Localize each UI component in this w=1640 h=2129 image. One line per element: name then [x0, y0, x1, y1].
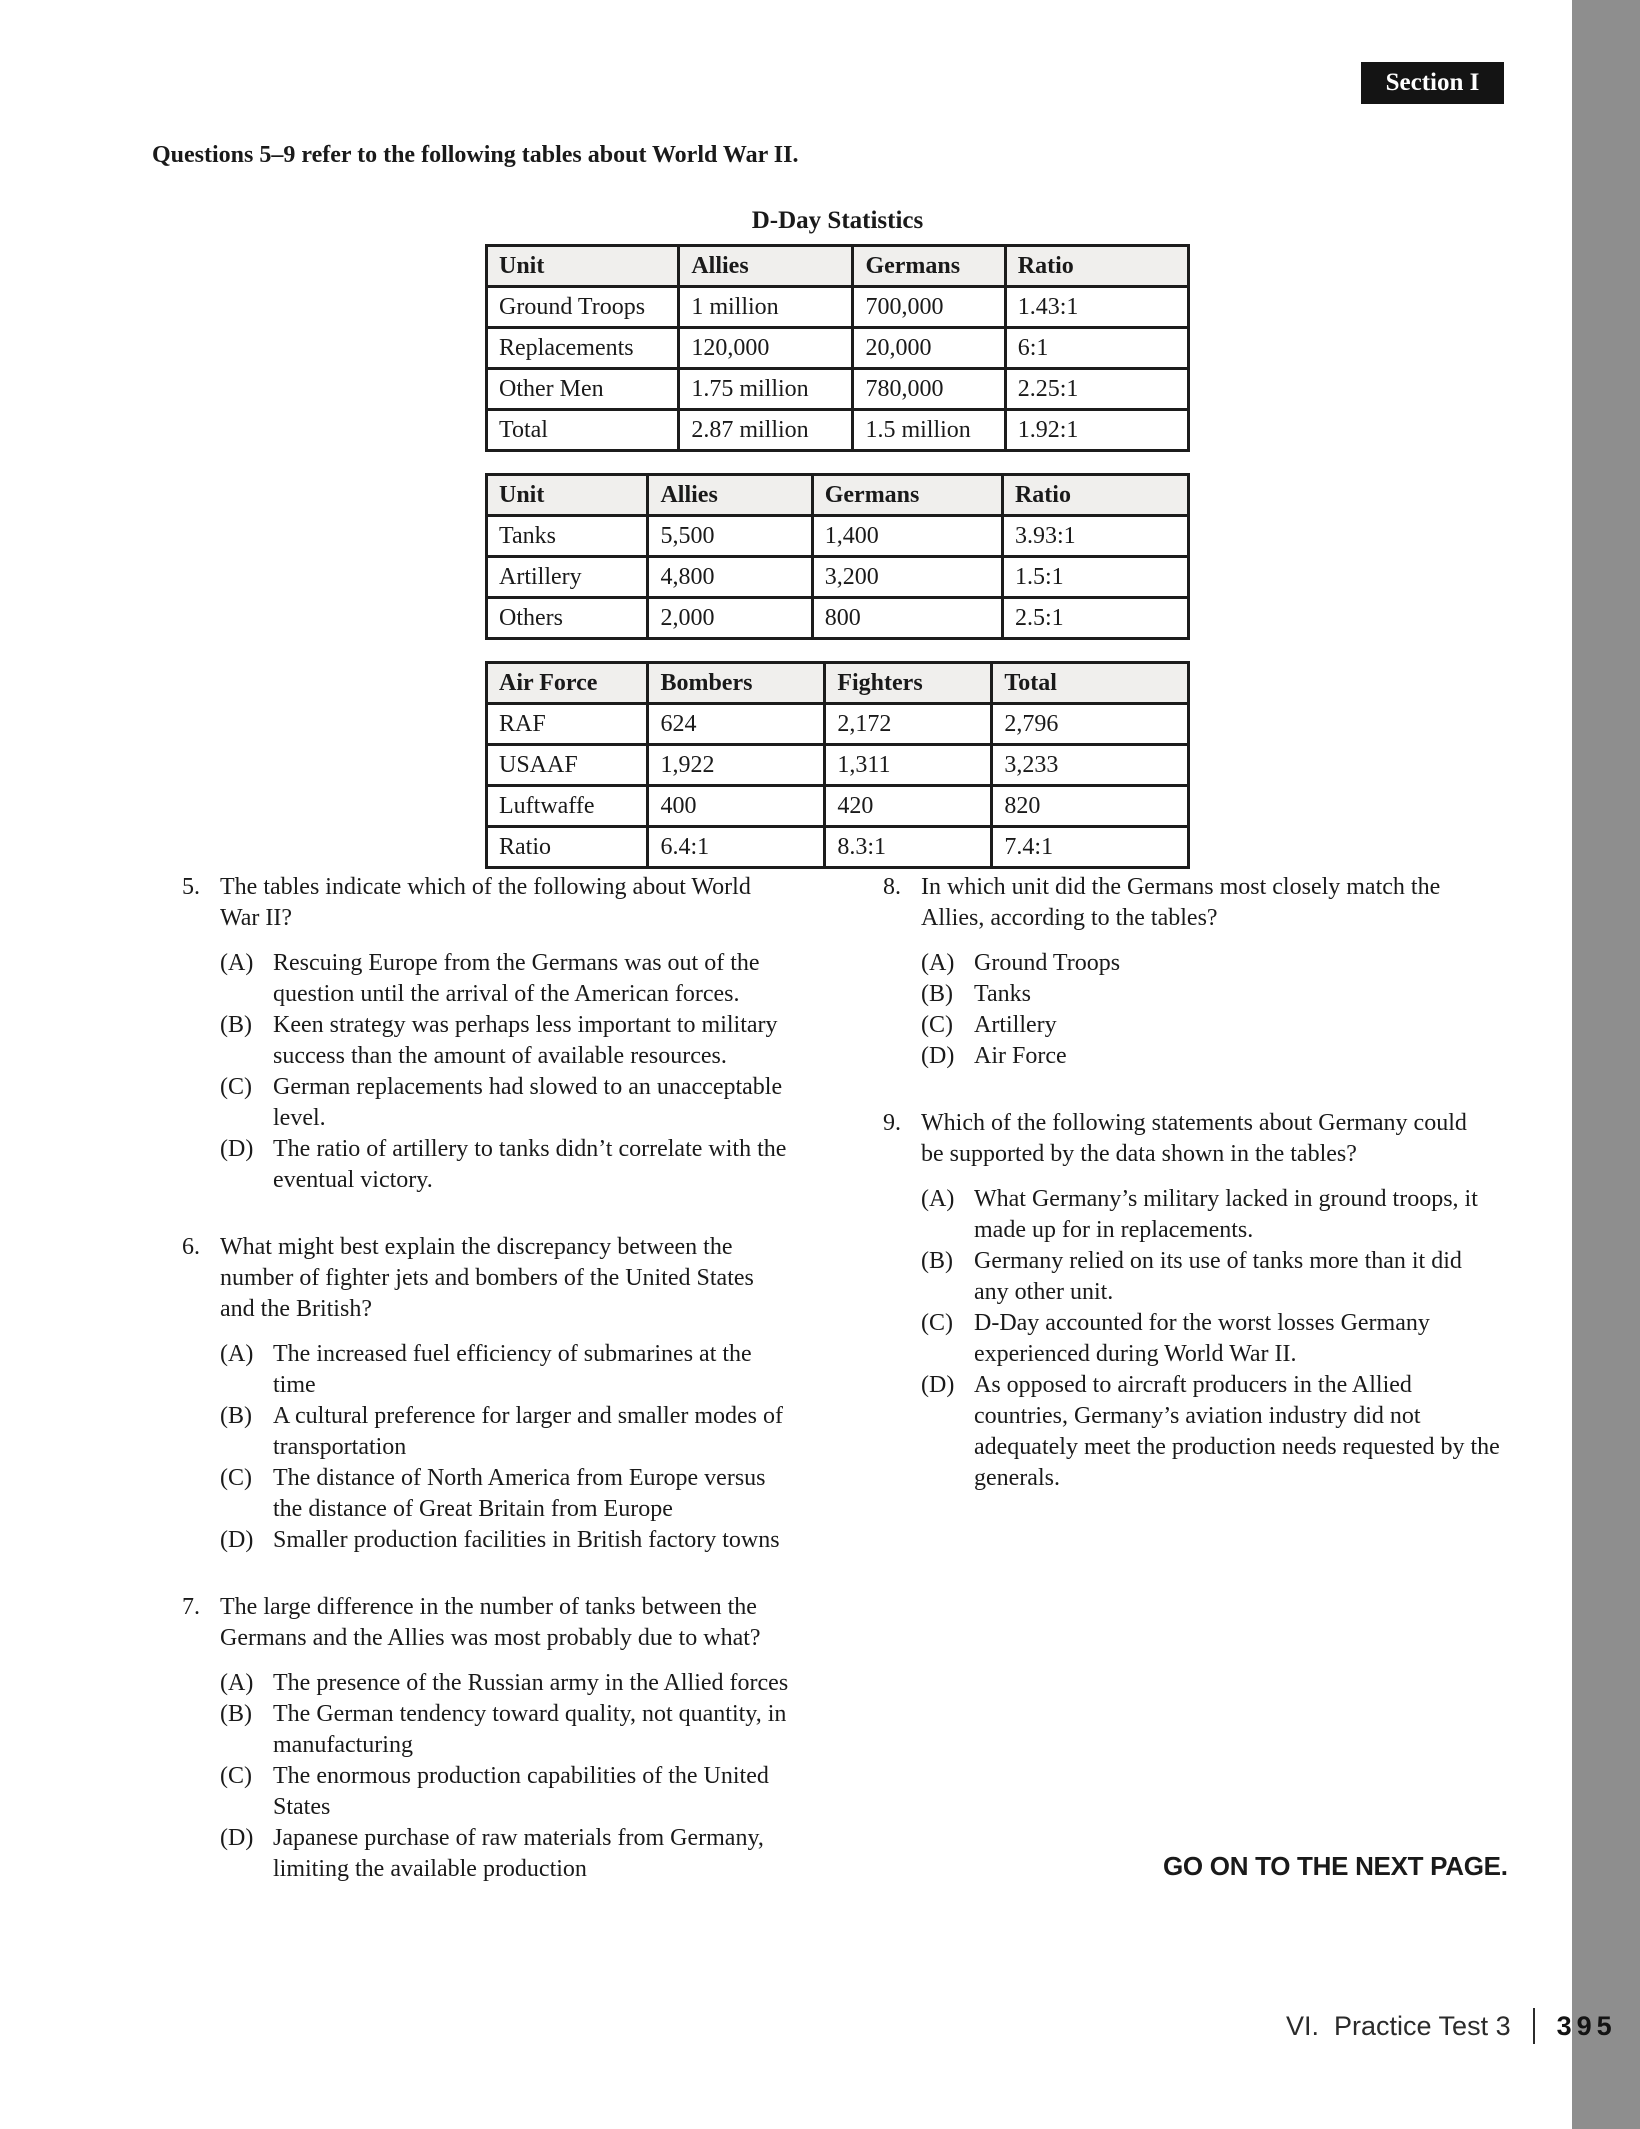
table-cell: 2.5:1: [1002, 598, 1188, 639]
question-number: 5.: [182, 874, 200, 900]
question-number: 6.: [182, 1234, 200, 1260]
option-d: [921, 1041, 1503, 1072]
table-cell: RAF: [487, 704, 648, 745]
table-cell: 20,000: [853, 328, 1005, 369]
options-list: [220, 1668, 802, 1885]
option-d: [220, 1525, 802, 1556]
question-text: Which of the following statements about Germany could be supported by the data shown in the tables?: [921, 1110, 1467, 1167]
table-cell: 2,172: [825, 704, 992, 745]
table-cell: Other Men: [487, 369, 679, 410]
table-cell: 1.75 million: [679, 369, 853, 410]
table-row: [487, 827, 1189, 868]
page-edge-bar: [1572, 0, 1640, 2129]
page-footer: [1286, 2007, 1617, 2045]
table-row: [487, 516, 1189, 557]
option-label: (C): [220, 1763, 252, 1789]
table-cell: 400: [648, 786, 825, 827]
option-b: [220, 1401, 802, 1463]
option-text: Air Force: [974, 1043, 1067, 1069]
col-header: Fighters: [825, 663, 992, 704]
table-row: [487, 410, 1189, 451]
table-cell: Ground Troops: [487, 287, 679, 328]
go-on-text: GO ON TO THE NEXT PAGE.: [1163, 1851, 1508, 1881]
table-header-row: [487, 663, 1189, 704]
table-cell: 780,000: [853, 369, 1005, 410]
table-cell: 3.93:1: [1002, 516, 1188, 557]
col-header: Ratio: [1002, 475, 1188, 516]
footer-chapter: VI.: [1286, 2010, 1320, 2041]
table-row: [487, 369, 1189, 410]
table-row: [487, 745, 1189, 786]
question-text: The tables indicate which of the following about World War II?: [220, 874, 751, 931]
option-b: [220, 1699, 802, 1761]
table-row: [487, 287, 1189, 328]
col-header: Allies: [648, 475, 812, 516]
table-header-row: [487, 246, 1189, 287]
question-6: [182, 1232, 802, 1556]
table-cell: 6.4:1: [648, 827, 825, 868]
col-header: Allies: [679, 246, 853, 287]
option-c: [220, 1072, 802, 1134]
table-cell: Replacements: [487, 328, 679, 369]
table-cell: 1,400: [812, 516, 1002, 557]
table-cell: 2,000: [648, 598, 812, 639]
table-cell: 120,000: [679, 328, 853, 369]
questions-left-column: [182, 872, 802, 1921]
col-header: Germans: [812, 475, 1002, 516]
intro-text: Questions 5–9 refer to the following tables about World War II.: [152, 142, 799, 168]
tables-area: [485, 207, 1190, 890]
table-row: [487, 786, 1189, 827]
footer-divider: [1533, 2008, 1535, 2044]
option-c: [220, 1761, 802, 1823]
section-badge-label: Section I: [1385, 69, 1480, 96]
option-d: [220, 1823, 802, 1885]
options-list: [921, 1184, 1503, 1494]
option-text: A cultural preference for larger and smaller modes of transportation: [273, 1403, 783, 1460]
option-label: (A): [220, 1670, 254, 1696]
col-header: Unit: [487, 246, 679, 287]
option-label: (D): [220, 1825, 254, 1851]
stats-table-airforce: [485, 661, 1190, 869]
option-c: [921, 1010, 1503, 1041]
table-cell: 6:1: [1005, 328, 1188, 369]
question-number: 7.: [182, 1594, 200, 1620]
option-text: The distance of North America from Europe versus the distance of Great Britain from Europe: [273, 1465, 766, 1522]
table-row: [487, 598, 1189, 639]
col-header: Bombers: [648, 663, 825, 704]
stats-table-equipment: [485, 473, 1190, 640]
option-text: Ground Troops: [974, 950, 1121, 976]
table-cell: 2,796: [992, 704, 1189, 745]
table-cell: 2.25:1: [1005, 369, 1188, 410]
section-badge: [1361, 62, 1504, 104]
option-text: D-Day accounted for the worst losses Germany experienced during World War II.: [974, 1310, 1430, 1367]
table-cell: USAAF: [487, 745, 648, 786]
question-text: In which unit did the Germans most closely match the Allies, according to the tables?: [921, 874, 1441, 931]
option-label: (D): [220, 1527, 254, 1553]
option-text: Artillery: [974, 1012, 1057, 1038]
question-5: [182, 872, 802, 1196]
option-a: [220, 1668, 802, 1699]
table-cell: 4,800: [648, 557, 812, 598]
question-9: [883, 1108, 1503, 1494]
questions-right-column: [883, 872, 1503, 1530]
table-cell: 820: [992, 786, 1189, 827]
option-label: (B): [220, 1701, 252, 1727]
footer-book-title: Practice Test 3: [1334, 2010, 1511, 2041]
col-header: Total: [992, 663, 1189, 704]
option-b: [921, 1246, 1503, 1308]
option-b: [220, 1010, 802, 1072]
table-row: [487, 557, 1189, 598]
col-header: Ratio: [1005, 246, 1188, 287]
option-text: The ratio of artillery to tanks didn’t correlate with the eventual victory.: [273, 1136, 787, 1193]
option-label: (B): [220, 1403, 252, 1429]
option-text: The increased fuel efficiency of submarines at the time: [273, 1341, 752, 1398]
option-d: [220, 1134, 802, 1196]
table-cell: 3,233: [992, 745, 1189, 786]
table-cell: 7.4:1: [992, 827, 1189, 868]
option-text: What Germany’s military lacked in ground troops, it made up for in replacements.: [974, 1186, 1478, 1243]
option-label: (D): [921, 1043, 955, 1069]
table-cell: 8.3:1: [825, 827, 992, 868]
option-label: (C): [220, 1465, 252, 1491]
table-cell: 2.87 million: [679, 410, 853, 451]
option-text: The German tendency toward quality, not quantity, in manufacturing: [273, 1701, 787, 1758]
table-cell: Tanks: [487, 516, 648, 557]
col-header: Air Force: [487, 663, 648, 704]
table-cell: 1,311: [825, 745, 992, 786]
question-text: What might best explain the discrepancy between the number of fighter jets and bombers of the United States and the British?: [220, 1234, 754, 1322]
table-cell: 1,922: [648, 745, 825, 786]
option-label: (A): [921, 1186, 955, 1212]
table-cell: 1.92:1: [1005, 410, 1188, 451]
col-header: Unit: [487, 475, 648, 516]
question-text: The large difference in the number of tanks between the Germans and the Allies was most probably due to what?: [220, 1594, 761, 1651]
option-label: (C): [921, 1310, 953, 1336]
options-list: [921, 948, 1503, 1072]
option-label: (D): [921, 1372, 955, 1398]
option-text: Tanks: [974, 981, 1031, 1007]
option-text: The enormous production capabilities of the United States: [273, 1763, 769, 1820]
table-cell: 1.43:1: [1005, 287, 1188, 328]
option-label: (D): [220, 1136, 254, 1162]
table-cell: 5,500: [648, 516, 812, 557]
option-text: Smaller production facilities in British factory towns: [273, 1527, 780, 1553]
table-header-row: [487, 475, 1189, 516]
option-a: [220, 948, 802, 1010]
table-cell: 1.5:1: [1002, 557, 1188, 598]
table-cell: Others: [487, 598, 648, 639]
table-cell: 3,200: [812, 557, 1002, 598]
option-text: German replacements had slowed to an unacceptable level.: [273, 1074, 783, 1131]
option-text: As opposed to aircraft producers in the Allied countries, Germany’s aviation industry did not adequately meet the production needs requested by the generals.: [974, 1372, 1500, 1491]
option-label: (B): [220, 1012, 252, 1038]
option-label: (A): [921, 950, 955, 976]
question-7: [182, 1592, 802, 1885]
table-cell: 420: [825, 786, 992, 827]
table-row: [487, 328, 1189, 369]
table-cell: 800: [812, 598, 1002, 639]
option-label: (C): [220, 1074, 252, 1100]
option-text: Germany relied on its use of tanks more than it did any other unit.: [974, 1248, 1462, 1305]
option-d: [921, 1370, 1503, 1494]
table-cell: Luftwaffe: [487, 786, 648, 827]
options-list: [220, 1339, 802, 1556]
table-cell: 624: [648, 704, 825, 745]
footer-page-number: 395: [1556, 2010, 1617, 2041]
question-number: 9.: [883, 1110, 901, 1136]
options-list: [220, 948, 802, 1196]
option-b: [921, 979, 1503, 1010]
col-header: Germans: [853, 246, 1005, 287]
option-text: Japanese purchase of raw materials from Germany, limiting the available production: [273, 1825, 764, 1882]
option-label: (B): [921, 1248, 953, 1274]
table-cell: 1 million: [679, 287, 853, 328]
option-label: (A): [220, 1341, 254, 1367]
question-number: 8.: [883, 874, 901, 900]
option-a: [921, 1184, 1503, 1246]
option-label: (C): [921, 1012, 953, 1038]
table-row: [487, 704, 1189, 745]
table-cell: Total: [487, 410, 679, 451]
table-cell: Ratio: [487, 827, 648, 868]
tables-title: D-Day Statistics: [751, 207, 924, 234]
option-text: Keen strategy was perhaps less important to military success than the amount of available resources.: [273, 1012, 778, 1069]
option-a: [220, 1339, 802, 1401]
option-a: [921, 948, 1503, 979]
table-cell: 700,000: [853, 287, 1005, 328]
option-text: Rescuing Europe from the Germans was out of the question until the arrival of the American forces.: [273, 950, 760, 1007]
table-cell: Artillery: [487, 557, 648, 598]
option-text: The presence of the Russian army in the Allied forces: [273, 1670, 789, 1696]
option-label: (A): [220, 950, 254, 976]
stats-table-manpower: [485, 244, 1190, 452]
table-cell: 1.5 million: [853, 410, 1005, 451]
option-label: (B): [921, 981, 953, 1007]
question-8: [883, 872, 1503, 1072]
option-c: [220, 1463, 802, 1525]
option-c: [921, 1308, 1503, 1370]
